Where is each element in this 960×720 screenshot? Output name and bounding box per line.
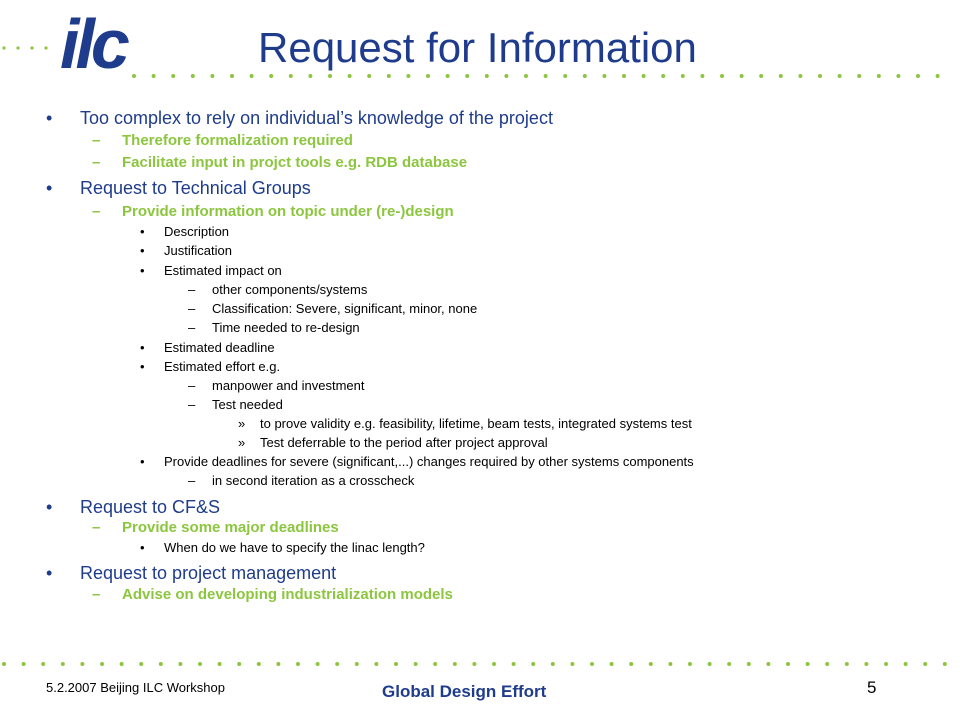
divider-dot xyxy=(100,662,104,666)
divider-dot xyxy=(120,662,124,666)
divider-dot xyxy=(720,74,724,78)
divider-dot xyxy=(269,74,273,78)
divider-dot xyxy=(198,662,202,666)
list-item-text: When do we have to specify the linac length? xyxy=(164,540,425,555)
divider-dot xyxy=(328,74,332,78)
divider-dot xyxy=(218,662,222,666)
divider-dot xyxy=(700,74,704,78)
divider-dot xyxy=(610,662,614,666)
bullet-marker: – xyxy=(188,282,196,297)
footer-title: Global Design Effort xyxy=(382,682,547,701)
divider-dot xyxy=(335,662,339,666)
divider-dot xyxy=(936,74,940,78)
list-item-text: Request to CF&S xyxy=(80,497,221,517)
divider-dot xyxy=(838,74,842,78)
divider-dot xyxy=(857,74,861,78)
bullet-marker: • xyxy=(140,454,145,469)
divider-dot xyxy=(512,662,516,666)
divider-dot xyxy=(276,662,280,666)
bullet-marker: – xyxy=(188,378,196,393)
divider-dot xyxy=(896,74,900,78)
divider-dot xyxy=(465,74,469,78)
divider-dot xyxy=(152,74,156,78)
bullet-marker: – xyxy=(188,397,196,412)
divider-dot xyxy=(61,662,65,666)
divider-dot xyxy=(524,74,528,78)
divider-dot xyxy=(544,74,548,78)
divider-dot xyxy=(904,662,908,666)
divider-dot xyxy=(2,662,6,666)
divider-dot xyxy=(139,662,143,666)
list-item-text: Time needed to re-design xyxy=(212,320,360,335)
footer-event: 5.2.2007 Beijing ILC Workshop xyxy=(46,680,225,695)
divider-dot xyxy=(191,74,195,78)
divider-dot xyxy=(41,662,45,666)
divider-dot xyxy=(531,662,535,666)
divider-dot xyxy=(387,74,391,78)
divider-dot xyxy=(563,74,567,78)
divider-dot xyxy=(250,74,254,78)
divider-dot xyxy=(159,662,163,666)
divider-dot xyxy=(727,662,731,666)
list-item-text: Too complex to rely on individual’s knowledge of the project xyxy=(80,108,553,128)
list-item-text: Request to project management xyxy=(80,563,337,583)
bullet-marker: • xyxy=(46,108,53,128)
divider-dot xyxy=(740,74,744,78)
divider-dot xyxy=(629,662,633,666)
divider-dot xyxy=(806,662,810,666)
bullet-marker: » xyxy=(238,435,246,450)
bullet-marker: • xyxy=(140,224,145,239)
slide-title: Request for Information xyxy=(258,24,697,71)
divider-dot xyxy=(414,662,418,666)
bullet-marker: • xyxy=(140,340,145,355)
bullet-marker: • xyxy=(46,178,53,198)
divider-dot xyxy=(296,662,300,666)
divider-dot xyxy=(44,46,47,49)
divider-dot xyxy=(426,74,430,78)
divider-dot xyxy=(367,74,371,78)
divider-dot xyxy=(355,662,359,666)
divider-dot xyxy=(178,662,182,666)
bullet-marker: – xyxy=(92,203,101,220)
divider-dot xyxy=(485,74,489,78)
divider-dot xyxy=(316,662,320,666)
bullet-marker: – xyxy=(188,301,196,316)
list-item-text: Therefore formalization required xyxy=(122,132,353,149)
divider-dot xyxy=(132,74,136,78)
dot-divider-top xyxy=(130,72,960,80)
divider-dot xyxy=(406,74,410,78)
list-item-text: Classification: Severe, significant, minor, none xyxy=(212,301,478,316)
dot-divider-top-left xyxy=(0,44,60,52)
divider-dot xyxy=(923,662,927,666)
divider-dot xyxy=(668,662,672,666)
bullet-marker: » xyxy=(238,416,246,431)
divider-dot xyxy=(504,74,508,78)
list-item-text: Test deferrable to the period after project approval xyxy=(260,435,548,450)
bullet-marker: • xyxy=(140,263,145,278)
divider-dot xyxy=(747,662,751,666)
list-item-text: Provide information on topic under (re-)design xyxy=(122,203,454,220)
divider-dot xyxy=(492,662,496,666)
divider-dot xyxy=(759,74,763,78)
divider-dot xyxy=(446,74,450,78)
divider-dot xyxy=(708,662,712,666)
divider-dot xyxy=(289,74,293,78)
divider-dot xyxy=(602,74,606,78)
divider-dot xyxy=(622,74,626,78)
divider-dot xyxy=(453,662,457,666)
list-item-text: Estimated deadline xyxy=(164,340,275,355)
bullet-marker: – xyxy=(188,473,196,488)
divider-dot xyxy=(394,662,398,666)
dot-divider-bottom xyxy=(0,660,960,668)
divider-dot xyxy=(2,46,5,49)
list-item-text: Test needed xyxy=(212,397,283,412)
divider-dot xyxy=(661,74,665,78)
divider-dot xyxy=(825,662,829,666)
divider-dot xyxy=(845,662,849,666)
divider-dot xyxy=(230,74,234,78)
bullet-marker: • xyxy=(140,243,145,258)
divider-dot xyxy=(374,662,378,666)
divider-dot xyxy=(348,74,352,78)
bullet-marker: – xyxy=(188,320,196,335)
divider-dot xyxy=(30,46,33,49)
list-item-text: Estimated impact on xyxy=(164,263,282,278)
divider-dot xyxy=(818,74,822,78)
page-number: 5 xyxy=(867,678,877,697)
divider-dot xyxy=(688,662,692,666)
divider-dot xyxy=(916,74,920,78)
divider-dot xyxy=(210,74,214,78)
divider-dot xyxy=(570,662,574,666)
divider-dot xyxy=(583,74,587,78)
divider-dot xyxy=(864,662,868,666)
bullet-marker: • xyxy=(46,563,53,583)
list-item-text: Justification xyxy=(164,243,232,258)
divider-dot xyxy=(943,662,947,666)
divider-dot xyxy=(766,662,770,666)
divider-dot xyxy=(884,662,888,666)
divider-dot xyxy=(779,74,783,78)
list-item-text: Provide some major deadlines xyxy=(122,519,339,536)
divider-dot xyxy=(798,74,802,78)
list-item-text: Provide deadlines for severe (significant,...) changes required by other systems components xyxy=(164,454,694,469)
bullet-marker: – xyxy=(92,132,101,149)
divider-dot xyxy=(257,662,261,666)
divider-dot xyxy=(433,662,437,666)
bullet-marker: • xyxy=(140,540,145,555)
divider-dot xyxy=(80,662,84,666)
divider-dot xyxy=(472,662,476,666)
logo-text: ilc xyxy=(60,5,126,83)
divider-dot xyxy=(642,74,646,78)
divider-dot xyxy=(16,46,19,49)
divider-dot xyxy=(681,74,685,78)
list-item-text: Description xyxy=(164,224,230,239)
divider-dot xyxy=(171,74,175,78)
divider-dot xyxy=(551,662,555,666)
divider-dot xyxy=(22,662,26,666)
divider-dot xyxy=(877,74,881,78)
divider-dot xyxy=(590,662,594,666)
divider-dot xyxy=(237,662,241,666)
divider-dot xyxy=(786,662,790,666)
list-item-text: manpower and investment xyxy=(212,378,365,393)
list-item-text: Estimated effort e.g. xyxy=(164,359,281,374)
list-item-text: to prove validity e.g. feasibility, lifetime, beam tests, integrated systems test xyxy=(260,416,692,431)
divider-dot xyxy=(649,662,653,666)
bullet-marker: • xyxy=(140,359,145,374)
list-item-text: Facilitate input in projct tools e.g. RDB database xyxy=(122,154,468,171)
bullet-marker: • xyxy=(46,497,53,517)
list-item-text: other components/systems xyxy=(212,282,368,297)
bullet-marker: – xyxy=(92,519,101,536)
divider-dot xyxy=(308,74,312,78)
list-item-text: Request to Technical Groups xyxy=(80,178,311,198)
bullet-marker: – xyxy=(92,586,101,603)
list-item-text: in second iteration as a crosscheck xyxy=(212,473,415,488)
list-item-text: Advise on developing industrialization models xyxy=(122,586,453,603)
bullet-marker: – xyxy=(92,154,101,171)
